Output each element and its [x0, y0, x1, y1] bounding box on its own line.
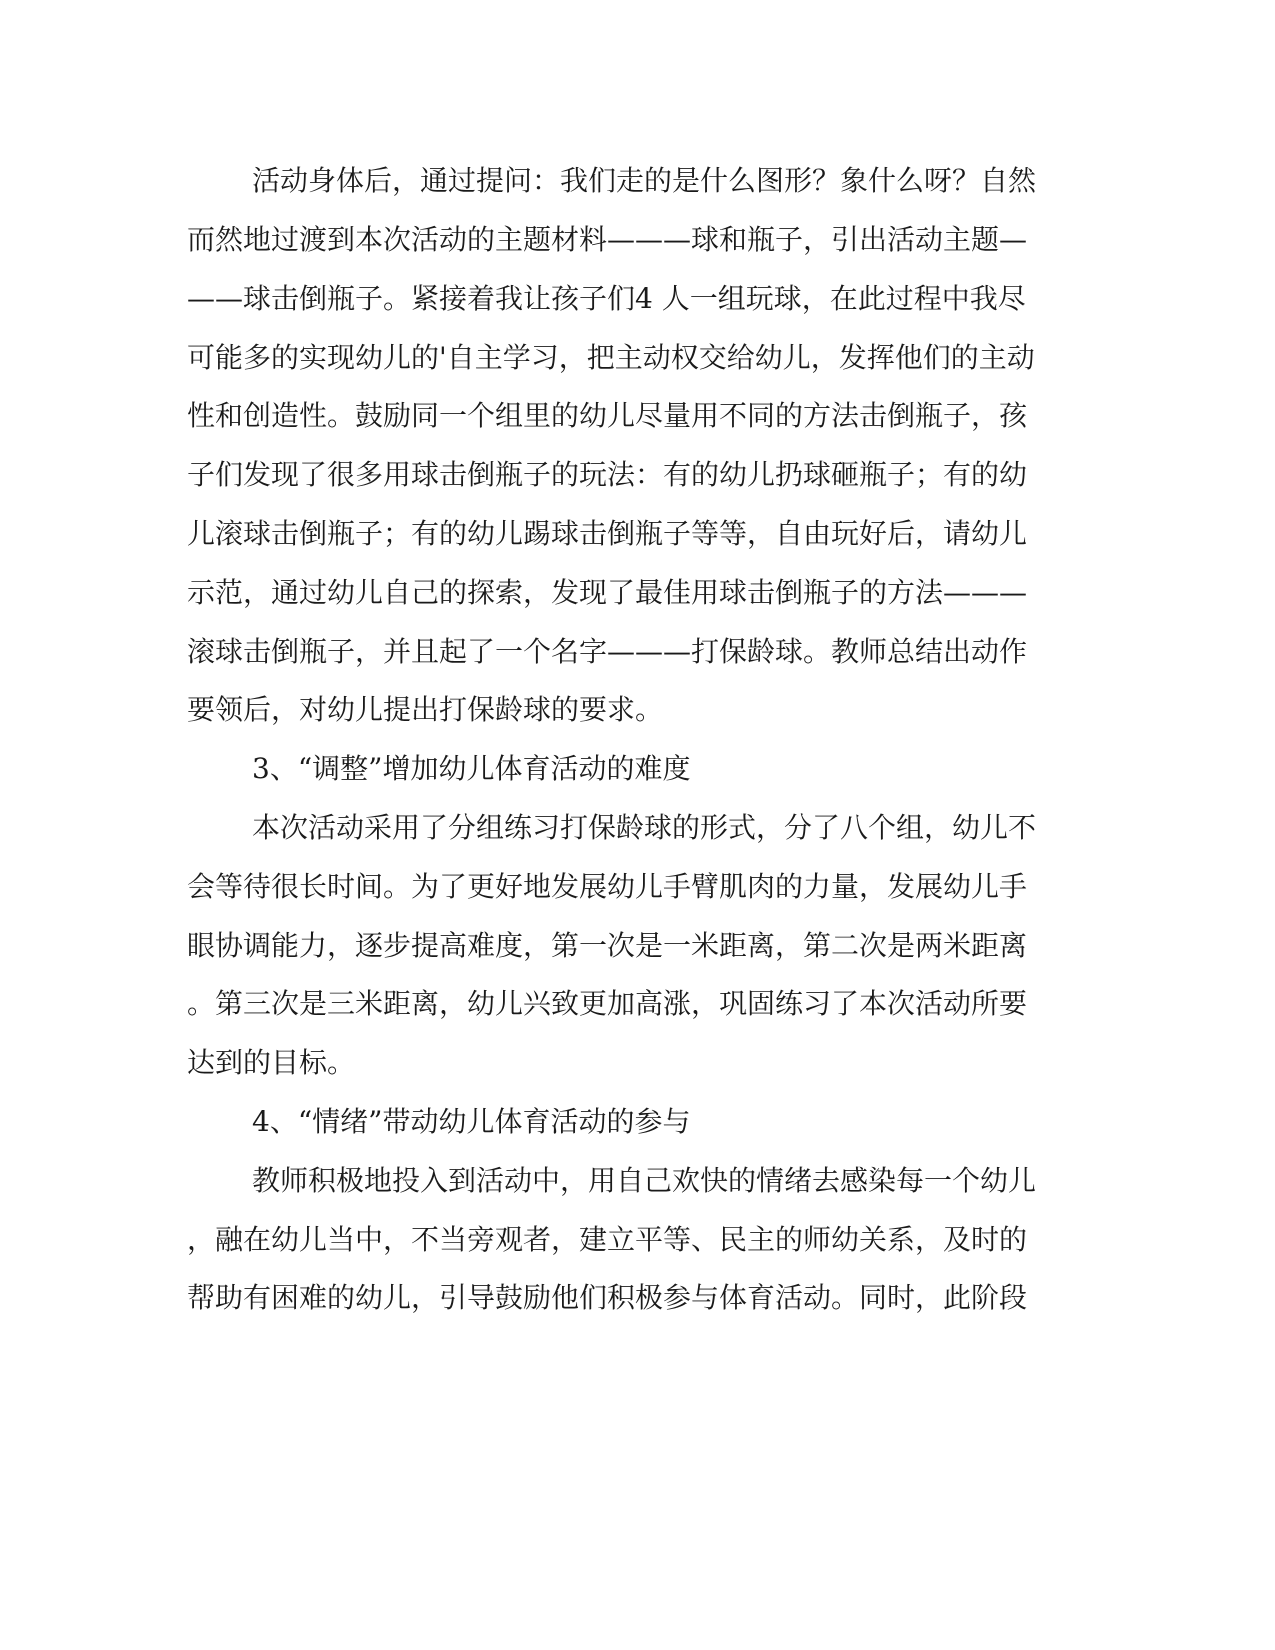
section-heading: 3、“调整”增加幼儿体育活动的难度	[252, 752, 691, 785]
text-line: 本次活动采用了分组练习打保龄球的形式，分了八个组，幼儿不	[252, 811, 1037, 844]
text-line: 达到的目标。	[187, 1046, 356, 1079]
text-line: 儿滚球击倒瓶子；有的幼儿踢球击倒瓶子等等，自由玩好后，请幼儿	[187, 517, 1028, 550]
text-line: 滚球击倒瓶子，并且起了一个名字———打保龄球。教师总结出动作	[187, 635, 1028, 668]
text-line: 活动身体后，通过提问：我们走的是什么图形？象什么呀？自然	[252, 164, 1037, 197]
text-line: 而然地过渡到本次活动的主题材料———球和瓶子，引出活动主题—	[187, 223, 1028, 256]
text-line: 帮助有困难的幼儿，引导鼓励他们积极参与体育活动。同时，此阶段	[187, 1281, 1028, 1314]
section-heading: 4、“情绪”带动幼儿体育活动的参与	[252, 1105, 691, 1138]
text-line: 示范，通过幼儿自己的探索，发现了最佳用球击倒瓶子的方法———	[187, 576, 1028, 609]
text-line: 眼协调能力，逐步提高难度，第一次是一米距离，第二次是两米距离	[187, 929, 1028, 962]
text-line: 。第三次是三米距离，幼儿兴致更加高涨，巩固练习了本次活动所要	[187, 987, 1028, 1020]
text-line: 会等待很长时间。为了更好地发展幼儿手臂肌肉的力量，发展幼儿手	[187, 870, 1028, 903]
text-line: 可能多的实现幼儿的'自主学习，把主动权交给幼儿，发挥他们的主动	[187, 341, 1035, 374]
text-line: ，融在幼儿当中，不当旁观者，建立平等、民主的师幼关系，及时的	[187, 1223, 1028, 1256]
text-line: 要领后，对幼儿提出打保龄球的要求。	[187, 693, 664, 726]
text-line: 教师积极地投入到活动中，用自己欢快的情绪去感染每一个幼儿	[252, 1164, 1037, 1197]
text-line: 子们发现了很多用球击倒瓶子的玩法：有的幼儿扔球砸瓶子；有的幼	[187, 458, 1028, 491]
text-line: 性和创造性。鼓励同一个组里的幼儿尽量用不同的方法击倒瓶子，孩	[187, 399, 1028, 432]
text-line: ——球击倒瓶子。紧接着我让孩子们4 人一组玩球，在此过程中我尽	[187, 282, 1026, 315]
